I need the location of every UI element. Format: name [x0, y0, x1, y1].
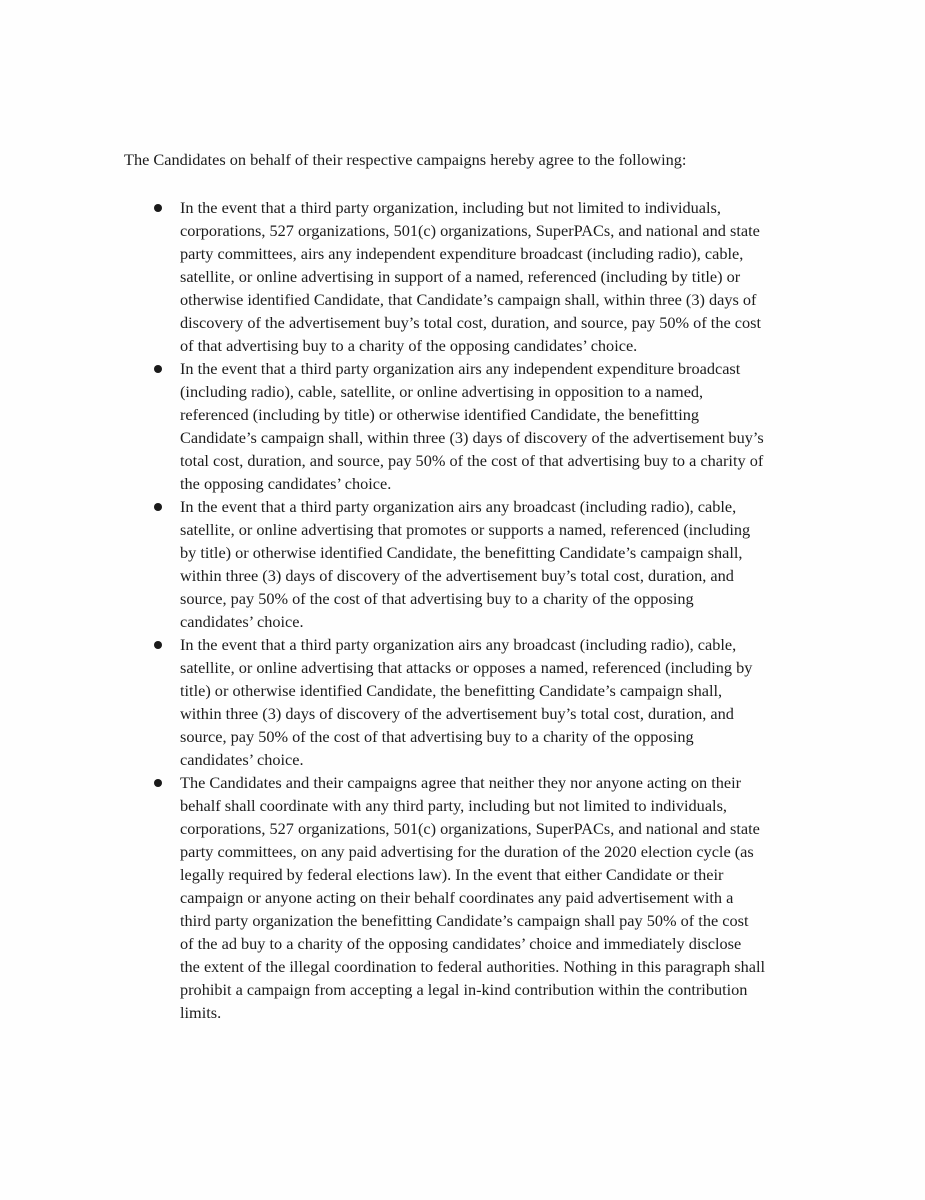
- clause-line: party committees, on any paid advertising for the duration of the 2020 election cycle (as: [180, 842, 754, 861]
- clause-line: within three (3) days of discovery of the advertisement buy’s total cost, duration, and: [180, 566, 734, 585]
- clause-line: In the event that a third party organization airs any broadcast (including radio), cable,: [180, 497, 737, 516]
- clause-text: [180, 633, 810, 771]
- clause-item: [150, 357, 810, 495]
- clause-line: title) or otherwise identified Candidate, the benefitting Candidate’s campaign shall,: [180, 681, 723, 700]
- clause-line: The Candidates and their campaigns agree that neither they nor anyone acting on their: [180, 773, 742, 792]
- clause-item: [150, 196, 810, 357]
- clause-line: limits.: [180, 1003, 222, 1022]
- clause-text: [180, 196, 810, 357]
- clause-line: Candidate’s campaign shall, within three (3) days of discovery of the advertisement buy’s: [180, 428, 764, 447]
- clause-line: satellite, or online advertising that attacks or opposes a named, referenced (including by: [180, 658, 753, 677]
- clause-line: satellite, or online advertising that promotes or supports a named, referenced (including: [180, 520, 751, 539]
- clause-line: the opposing candidates’ choice.: [180, 474, 392, 493]
- clause-text: [180, 357, 810, 495]
- intro-paragraph: The Candidates on behalf of their respective campaigns hereby agree to the following:: [124, 150, 687, 169]
- bullet-icon: [154, 779, 162, 787]
- clause-line: In the event that a third party organization airs any broadcast (including radio), cable,: [180, 635, 737, 654]
- clause-line: third party organization the benefitting Candidate’s campaign shall pay 50% of the cost: [180, 911, 749, 930]
- clause-item: [150, 495, 810, 633]
- clause-line: candidates’ choice.: [180, 750, 304, 769]
- clause-line: by title) or otherwise identified Candidate, the benefitting Candidate’s campaign shall,: [180, 543, 743, 562]
- clause-line: In the event that a third party organization, including but not limited to individuals,: [180, 198, 721, 217]
- bullet-icon: [154, 503, 162, 511]
- bullet-icon: [154, 365, 162, 373]
- clause-line: corporations, 527 organizations, 501(c) organizations, SuperPACs, and national and state: [180, 819, 760, 838]
- clause-line: source, pay 50% of the cost of that advertising buy to a charity of the opposing: [180, 589, 694, 608]
- clause-item: [150, 771, 810, 1024]
- bullet-icon: [154, 204, 162, 212]
- clause-line: of that advertising buy to a charity of the opposing candidates’ choice.: [180, 336, 638, 355]
- clause-text: [180, 771, 810, 1024]
- clause-line: In the event that a third party organization airs any independent expenditure broadcast: [180, 359, 741, 378]
- clause-line: campaign or anyone acting on their behalf coordinates any paid advertisement with a: [180, 888, 734, 907]
- clause-line: legally required by federal elections law). In the event that either Candidate or their: [180, 865, 724, 884]
- bullet-icon: [154, 641, 162, 649]
- clause-line: source, pay 50% of the cost of that advertising buy to a charity of the opposing: [180, 727, 694, 746]
- clause-line: party committees, airs any independent expenditure broadcast (including radio), cable,: [180, 244, 744, 263]
- clause-line: within three (3) days of discovery of the advertisement buy’s total cost, duration, and: [180, 704, 734, 723]
- agreement-clause-list: [150, 196, 810, 1024]
- clause-line: (including radio), cable, satellite, or online advertising in opposition to a named,: [180, 382, 704, 401]
- clause-text: [180, 495, 810, 633]
- clause-line: referenced (including by title) or otherwise identified Candidate, the benefitting: [180, 405, 700, 424]
- clause-line: prohibit a campaign from accepting a legal in-kind contribution within the contribution: [180, 980, 748, 999]
- clause-line: total cost, duration, and source, pay 50% of the cost of that advertising buy to a charity of: [180, 451, 764, 470]
- clause-line: candidates’ choice.: [180, 612, 304, 631]
- clause-line: behalf shall coordinate with any third party, including but not limited to individuals,: [180, 796, 727, 815]
- clause-line: satellite, or online advertising in support of a named, referenced (including by title) or: [180, 267, 741, 286]
- clause-item: [150, 633, 810, 771]
- clause-line: of the ad buy to a charity of the opposing candidates’ choice and immediately disclose: [180, 934, 742, 953]
- clause-line: otherwise identified Candidate, that Candidate’s campaign shall, within three (3) days of: [180, 290, 757, 309]
- clause-line: corporations, 527 organizations, 501(c) organizations, SuperPACs, and national and state: [180, 221, 760, 240]
- clause-line: discovery of the advertisement buy’s total cost, duration, and source, pay 50% of the cost: [180, 313, 761, 332]
- clause-line: the extent of the illegal coordination to federal authorities. Nothing in this paragraph shall: [180, 957, 766, 976]
